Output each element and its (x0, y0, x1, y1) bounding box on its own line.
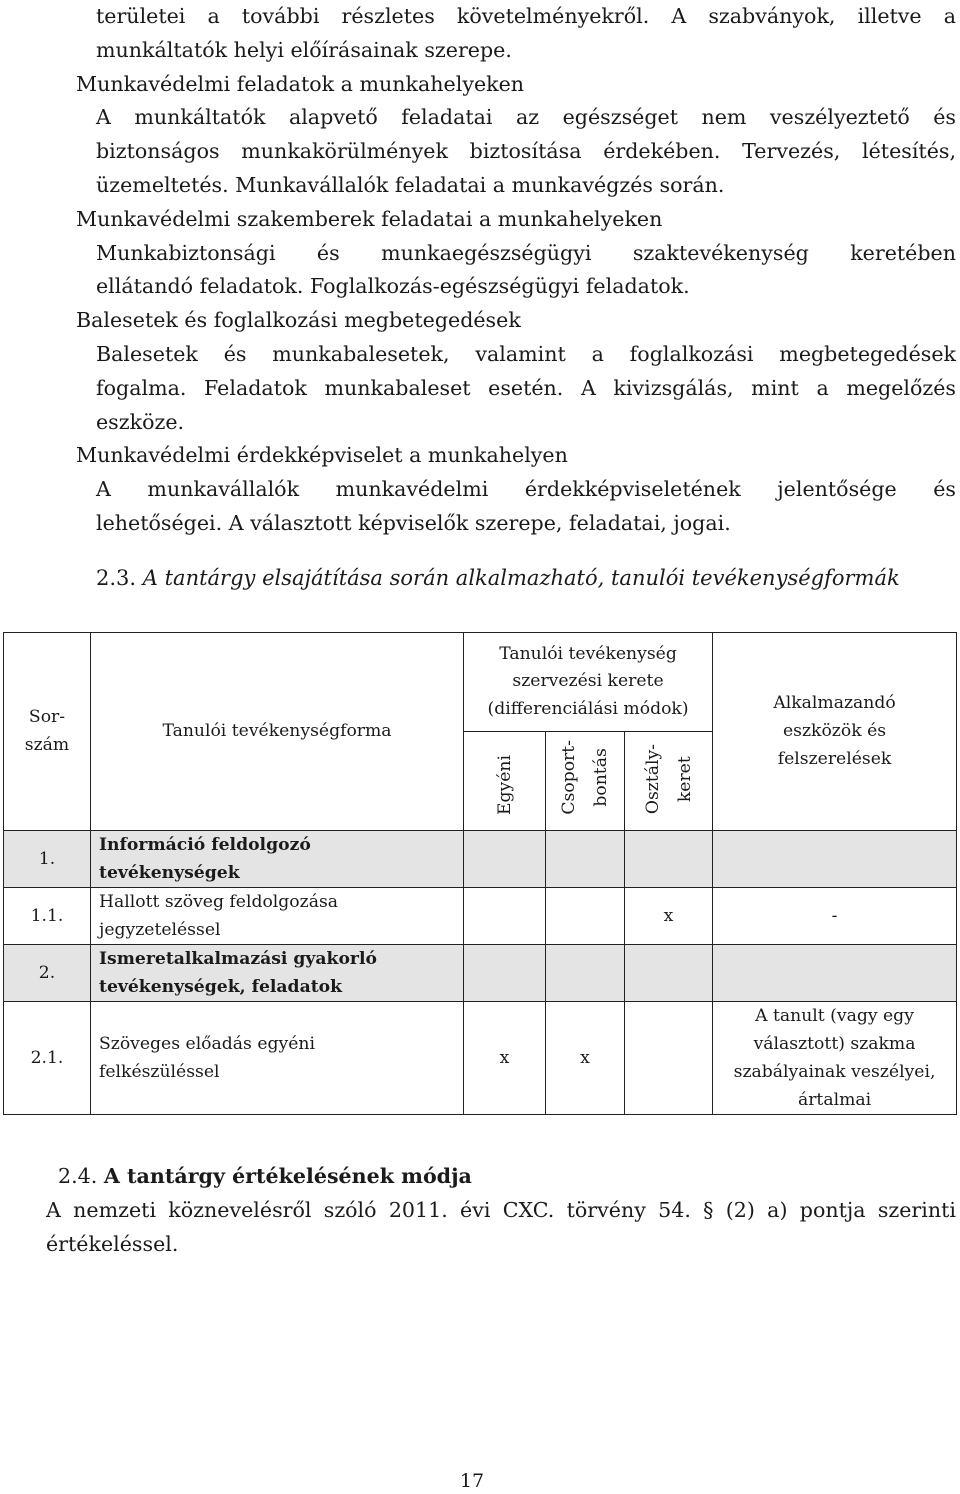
evaluation-text-line: értékeléssel. (46, 1231, 179, 1256)
row-activity-line: tevékenységek, feladatok (99, 976, 343, 997)
row-activity (91, 830, 464, 887)
header-eszkozok-line: eszközök és (782, 721, 887, 742)
row-activity-line: Hallott szöveg feldolgozása (99, 891, 339, 912)
header-kerete-line: szervezési kerete (512, 671, 664, 692)
header-osztalykeret-label (637, 736, 701, 820)
row-osztaly (625, 1001, 713, 1114)
evaluation-title: A tantárgy értékelésének módja (103, 1164, 472, 1188)
topic-heading: Munkavédelmi érdekképviselet a munkahelyen (76, 443, 568, 468)
header-csoport-line: Csoport- (559, 740, 579, 815)
section-title: A tantárgy elsajátítása során alkalmazható, tanulói tevékenységformák (142, 566, 900, 590)
header-eszkozok-line: Alkalmazandó (773, 693, 896, 714)
header-osztalykeret (625, 732, 713, 831)
header-csoportbontas-label (553, 732, 617, 821)
evaluation-text-line: A nemzeti köznevelésről szóló 2011. évi CXC. törvény 54. § (2) a) pontja szerinti (46, 1197, 956, 1222)
intro-line: biztonságos munkakörülmények biztosítása érdekében. Tervezés, létesítés, (96, 139, 956, 164)
intro-line: A munkavállalók munkavédelmi érdekképviseletének jelentősége és (96, 477, 956, 502)
activity-table (3, 632, 957, 1115)
section-number: 2.3. (96, 566, 137, 590)
row-eszkoz-line: ártalmai (797, 1089, 872, 1110)
intro-line: Balesetek és munkabalesetek, valamint a foglalkozási megbetegedések (96, 341, 956, 366)
row-eszkoz-line: választott) szakma (753, 1033, 916, 1054)
row-osztaly (625, 830, 713, 887)
row-egyeni: x (464, 1001, 546, 1114)
evaluation-heading (46, 1160, 956, 1194)
row-activity-line: jegyzeteléssel (99, 919, 221, 940)
row-osztaly: x (625, 887, 713, 944)
intro-line: A munkáltatók alapvető feladatai az egészséget nem veszélyeztető és (96, 105, 956, 130)
header-kerete (464, 633, 713, 732)
header-kerete-line: (differenciálási módok) (487, 698, 689, 719)
topic-heading: Balesetek és foglalkozási megbetegedések (76, 308, 521, 333)
header-osztaly-line: Osztály- (642, 744, 663, 815)
header-sorszam-line: szám (24, 735, 70, 756)
row-eszkoz (713, 830, 957, 887)
row-egyeni (464, 887, 546, 944)
row-osztaly (625, 944, 713, 1001)
row-egyeni (464, 944, 546, 1001)
row-activity-line: Szöveges előadás egyéni (99, 1033, 315, 1054)
header-egyeni-label: Egyéni (494, 754, 515, 815)
section-heading (96, 566, 900, 590)
header-osztaly-line: keret (674, 756, 695, 803)
header-egyeni (464, 732, 546, 831)
intro-line: munkáltatók helyi előírásainak szerepe. (96, 37, 512, 62)
row-number: 2.1. (4, 1001, 91, 1114)
row-csoport: x (546, 1001, 625, 1114)
row-eszkoz (713, 1001, 957, 1114)
intro-line: fogalma. Feladatok munkabaleset esetén. A kivizsgálás, mint a megelőzés (96, 375, 956, 400)
row-eszkoz (713, 944, 957, 1001)
header-kerete-line: Tanulói tevékenység (499, 643, 677, 664)
row-number: 1.1. (4, 887, 91, 944)
row-csoport (546, 830, 625, 887)
topic-heading: Munkavédelmi feladatok a munkahelyeken (76, 71, 525, 96)
row-eszkoz-line: szabályainak veszélyei, (733, 1061, 936, 1082)
intro-text (76, 0, 956, 541)
page-number: 17 (459, 1470, 485, 1492)
row-csoport (546, 887, 625, 944)
row-eszkoz-line: A tanult (vagy egy (755, 1005, 914, 1026)
row-activity-line: tevékenységek (99, 862, 240, 883)
row-number: 2. (4, 944, 91, 1001)
row-activity (91, 944, 464, 1001)
evaluation-section (46, 1160, 956, 1261)
header-sorszam (4, 633, 91, 831)
row-eszkoz: - (713, 887, 957, 944)
topic-heading: Munkavédelmi szakemberek feladatai a munkahelyeken (76, 206, 663, 231)
header-sorszam-line: Sor- (28, 707, 66, 728)
table-row (4, 830, 957, 887)
table-row (4, 1001, 957, 1114)
row-activity-line: Ismeretalkalmazási gyakorló (99, 948, 377, 969)
header-eszkozok-line: felszerelések (777, 749, 892, 770)
table-row (4, 944, 957, 1001)
row-activity-line: felkészüléssel (99, 1061, 220, 1082)
row-activity (91, 1001, 464, 1114)
row-number: 1. (4, 830, 91, 887)
intro-line: lehetőségei. A választott képviselők szerepe, feladatai, jogai. (96, 510, 731, 535)
intro-line: területei a további részletes követelményekről. A szabványok, illetve a (96, 4, 956, 28)
intro-line: eszköze. (96, 409, 185, 434)
evaluation-number: 2.4. (58, 1164, 98, 1188)
intro-line: ellátandó feladatok. Foglalkozás-egészségügyi feladatok. (96, 274, 690, 299)
intro-line: Munkabiztonsági és munkaegészségügyi szaktevékenység keretében (96, 240, 956, 265)
header-csoport-line: bontás (591, 748, 611, 807)
row-activity-line: Információ feldolgozó (99, 834, 311, 855)
row-csoport (546, 944, 625, 1001)
row-egyeni (464, 830, 546, 887)
row-activity (91, 887, 464, 944)
table-row (4, 887, 957, 944)
intro-line: üzemeltetés. Munkavállalók feladatai a munkavégzés során. (96, 172, 725, 197)
header-eszkozok (713, 633, 957, 831)
header-forma: Tanulói tevékenységforma (91, 633, 464, 831)
header-csoportbontas (546, 732, 625, 831)
